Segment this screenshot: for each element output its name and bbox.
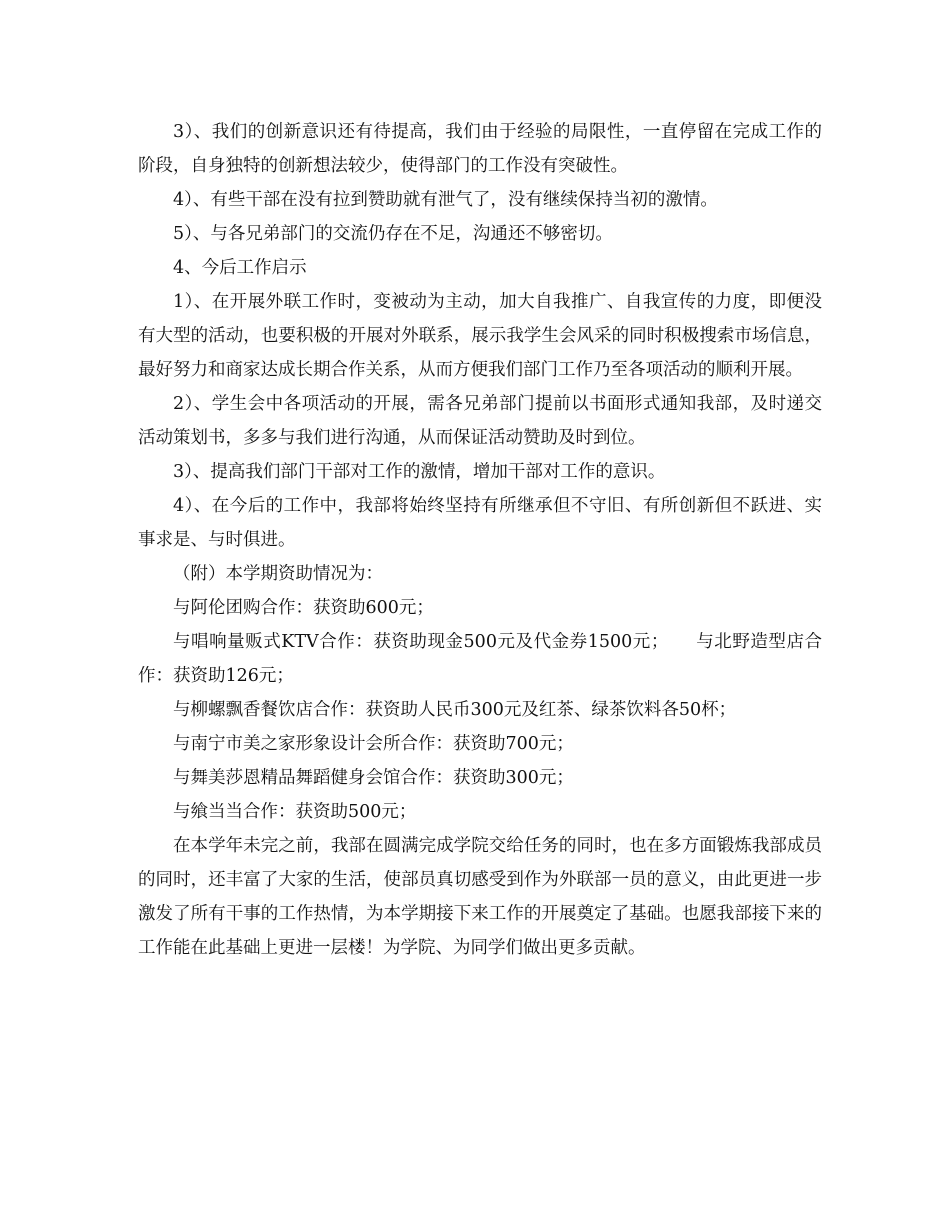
paragraph-innovation-awareness: 3）、我们的创新意识还有待提高，我们由于经验的局限性，一直停留在完成工作的阶段，自身独特的创新想法较少，使得部门的工作没有突破性。 (138, 122, 822, 176)
sponsorship-item: 与南宁市美之家形象设计会所合作：获资助700元； (173, 734, 574, 754)
sponsorship-item: 与飨当当合作：获资助500元； (173, 802, 417, 822)
document-page (138, 115, 822, 965)
sponsorship-item: 与阿伦团购合作：获资助600元； (173, 598, 434, 618)
paragraph-principles: 4）、在今后的工作中，我部将始终坚持有所继承但不守旧、有所创新但不跃进、实事求是、与时俱进。 (138, 496, 822, 550)
paragraph-department-communication: 5）、与各兄弟部门的交流仍存在不足，沟通还不够密切。 (173, 224, 613, 244)
sponsorship-heading: （附）本学期资助情况为： (173, 564, 383, 584)
sponsorship-item: 与柳螺飘香餐饮店合作：获资助人民币300元及红茶、绿茶饮料各50杯； (173, 700, 737, 720)
paragraph-written-notice: 2）、学生会中各项活动的开展，需各兄弟部门提前以书面形式通知我部，及时递交活动策划书，多多与我们进行沟通，从而保证活动赞助及时到位。 (138, 394, 822, 448)
paragraph-conclusion: 在本学年未完之前，我部在圆满完成学院交给任务的同时，也在多方面锻炼我部成员的同时，还丰富了大家的生活，使部员真切感受到作为外联部一员的意义，由此更进一步激发了所有干事的工作热情，为本学期接下来工作的开展奠定了基础。也愿我部接下来的工作能在此基础上更进一层楼！为学院、为同学们做出更多贡献。 (138, 836, 822, 958)
sponsorship-item: 与舞美莎恩精品舞蹈健身会馆合作：获资助300元； (173, 768, 574, 788)
paragraph-enthusiasm: 3）、提高我们部门干部对工作的激情，增加干部对工作的意识。 (173, 462, 666, 482)
paragraph-cadre-motivation: 4）、有些干部在没有拉到赞助就有泄气了，没有继续保持当初的激情。 (173, 190, 718, 210)
sponsorship-item: 与唱响量贩式KTV合作：获资助现金500元及代金券1500元； 与北野造型店合作：获资助126元； (138, 632, 822, 686)
section-heading-future-work: 4、今后工作启示 (173, 258, 307, 278)
paragraph-proactive-outreach: 1）、在开展外联工作时，变被动为主动，加大自我推广、自我宣传的力度，即便没有大型的活动，也要积极的开展对外联系，展示我学生会风采的同时积极搜索市场信息，最好努力和商家达成长期合作关系，从而方便我们部门工作乃至各项活动的顺利开展。 (138, 292, 822, 380)
